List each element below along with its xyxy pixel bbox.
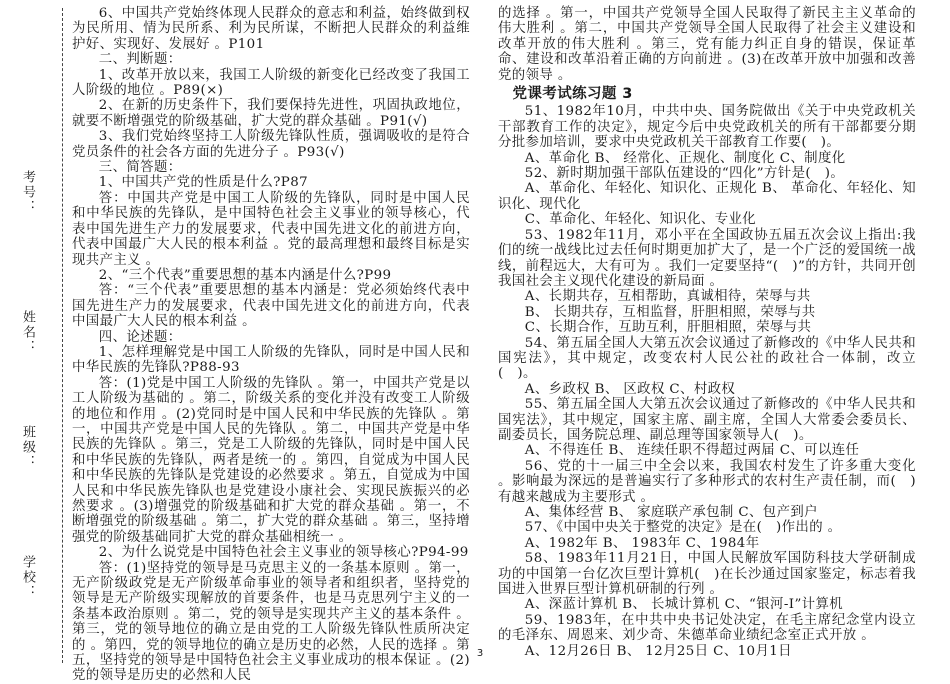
question: 1、怎样理解党是中国工人阶级的先锋队，同时是中国人民和中华民族的先锋队?P88-93 <box>72 344 470 376</box>
page-number: 3 <box>476 648 484 659</box>
question: 2、“三个代表”重要思想的基本内涵是什么?P99 <box>98 267 392 283</box>
question: 55、第五届全国人大第五次会议通过了新修改的《中华人民共和国宪法》，其中规定，国家主席、副主席，全国人大常委会委员长、副委员长，国务院总理、副总理等国家领导人( )。 <box>498 397 916 443</box>
answer: 答：(1)党是中国工人阶级的先锋队 。第一，中国共产党是以工人阶级为基础的 。第二，阶级关系的变化并没有改变工人阶级的地位和作用 。(2)党同时是中国人民和中华民族的先锋队 。第一，中国共产党是中国人民的先锋队 。第二，中国共产党是中华民族的先锋队 。第三，党是工人阶级的先锋队，同时是中国人民和中华民族的先锋队，两者是统一的 。第四，自觉成为中国人民和中华民族的先锋队是党建设的必然要求 。第五，自觉成为中国人民和中华民族先锋队也是党建设小康社会、实现民族振兴的必然要求 。(3)增强党的阶级基础和扩大党的群众基础 。第一，不断增强党的阶级基础 。第二，扩大党的群众基础 。第三，坚持增强党的阶级基础同扩大党的群众基础相统一 。 <box>72 375 470 545</box>
options: C、革命化、年轻化、知识化、专业化 <box>524 212 757 228</box>
question: 2、为什么说党是中国特色社会主义事业的领导核心?P94-99 <box>98 545 469 561</box>
binding-margin <box>0 0 70 671</box>
options: A、集体经营 B、 家庭联产承包制 C、包产到户 <box>524 505 818 520</box>
question: 57、《中国中央关于整党的决定》是在( )作出的 。 <box>524 520 842 536</box>
question: 1、中国共产党的性质是什么?P87 <box>98 175 309 191</box>
answer: 答：(1)坚持党的领导是马克思主义的一条基本原则 。第一，无产阶级政党是无产阶级革命事业的领导者和组织者，坚持党的领导是无产阶级实现解放的首要条件，也是马克思列宁主义的一条基本政治原则 。第二，党的领导是实现共产主义的基本条件 。第三，党的领导地位的确立是由党的工人阶级先锋队性质所决定的 。第四，党的领导地位的确立是历史的必然，人民的选择 。第五，坚持党的领导是中国特色社会主义事业成功的根本保证 。(2)党的领导是历史的必然和人民 <box>72 560 470 684</box>
question: 54、第五届全国人大第五次会议通过了新修改的《中华人民共和国宪法》，其中规定，改变农村人民公社的政社合一体制，改立( )。 <box>498 335 916 382</box>
option: A、长期共存，互相帮助，真诚相待，荣辱与共 <box>524 289 811 305</box>
section-title: 党课考试练习题 3 <box>512 86 633 103</box>
exam-no-label: 考号： <box>20 170 35 215</box>
judge-item: 1、改革开放以来，我国工人阶级的新变化已经改变了我国工人阶级的地位 。P89(×) <box>72 67 470 99</box>
options: A、不得连任 B、 连续任职不得超过两届 C、可以连任 <box>524 443 860 459</box>
cut-line <box>62 8 63 663</box>
name-label: 姓名： <box>20 310 35 355</box>
judge-item: 3、我们党始终坚持工人阶级先锋队性质，强调吸收的是符合党员条件的社会各方面的先进分子 。P93(√) <box>72 129 470 160</box>
answer: 答：中国共产党是中国工人阶级的先锋队，同时是中国人民和中华民族的先锋队，是中国特色社会主义事业的领导核心，代表中国先进生产力的发展要求，代表中国先进文化的前进方向，代表中国最广大人民的根本利益 。党的最高理想和最终目标是实现共产主义 。 <box>72 190 470 268</box>
right-column <box>498 6 916 659</box>
question: 58、1983年11月21日，中国人民解放军国防科技大学研制成功的中国第一台亿次巨型计算机( )在长沙通过国家鉴定，标志着我国进入世界巨型计算机研制的行列 。 <box>498 551 916 598</box>
question: 56、党的十一届三中全会以来，我国农村发生了许多重大变化 。影响最为深远的是普遍实行了多种形式的农村生产责任制，而( )有越来越成为主要形式 。 <box>498 458 916 505</box>
section-heading: 四、论述题： <box>98 329 182 345</box>
class-label: 班级： <box>20 425 35 470</box>
question: 51、1982年10月，中共中央、国务院做出《关于中央党政机关干部教育工作的决定》，规定今后中央党政机关的所有干部都要分期分批参加培训，要求中央党政机关干部教育工作要( )。 <box>498 104 916 151</box>
option: B、 长期共存，互相监督，肝胆相照，荣辱与共 <box>524 304 816 320</box>
section-heading: 二、判断题： <box>98 52 182 68</box>
left-column <box>72 6 470 684</box>
options: A、12月26日 B、 12月25日 C、10月1日 <box>524 643 792 659</box>
judge-item: 2、在新的历史条件下，我们要保持先进性，巩固执政地位，就要不断增强党的阶级基础，扩大党的群众基础 。P91(√) <box>72 98 470 129</box>
question: 59、1983年，在中共中央书记处决定，在毛主席纪念堂内设立的毛泽东、周恩来、刘少奇、朱德革命业绩纪念室正式开放 。 <box>498 612 916 644</box>
options: A、革命化 B、 经常化、正规化、制度化 C、制度化 <box>524 150 846 166</box>
options: A、乡政权 B、 区政权 C、村政权 <box>524 381 736 397</box>
school-label: 学校： <box>20 555 35 600</box>
answer: 答：“三个代表”重要思想的基本内涵是：党必须始终代表中国先进生产力的发展要求，代表中国先进文化的前进方向，代表中国最广大人民的根本利益 。 <box>72 283 470 330</box>
question: 53、1982年11月，邓小平在全国政协五届五次会议上指出:我们的统一战线比过去任何时期更加扩大了，是一个广泛的爱国统一战线，前程远大，大有可为 。我们一定要坚持“( )”的方针，共同开创我国社会主义现代化建设的新局面 。 <box>498 227 916 289</box>
paragraph: 6、中国共产党始终体现人民群众的意志和利益，始终做到权为民所用、情为民所系、利为民所谋，不断把人民群众的利益维护好、实现好、发展好 。P101 <box>72 6 470 52</box>
options: A、革命化、年轻化、知识化、正规化 B、 革命化、年轻化、知识化、现代化 <box>498 181 916 212</box>
question: 52、新时期加强干部队伍建设的“四化”方针是( )。 <box>524 166 845 182</box>
options: A、深蓝计算机 B、 长城计算机 C、“银河-I”计算机 <box>524 597 844 613</box>
option: C、长期合作，互助互利，肝胆相照，荣辱与共 <box>524 320 812 336</box>
options: A、1982年 B、 1983年 C、1984年 <box>524 535 760 551</box>
section-heading: 三、简答题： <box>98 160 182 176</box>
answer-continuation: 的选择 。第一，中国共产党领导全国人民取得了新民主主义革命的伟大胜利 。第二，中国共产党领导全国人民取得了社会主义建设和改革开放的伟大胜利 。第三，党有能力纠正自身的错误，保证革命、建设和改革沿着正确的方向前进 。(3)在改革开放中加强和改善党的领导 。 <box>498 6 916 83</box>
